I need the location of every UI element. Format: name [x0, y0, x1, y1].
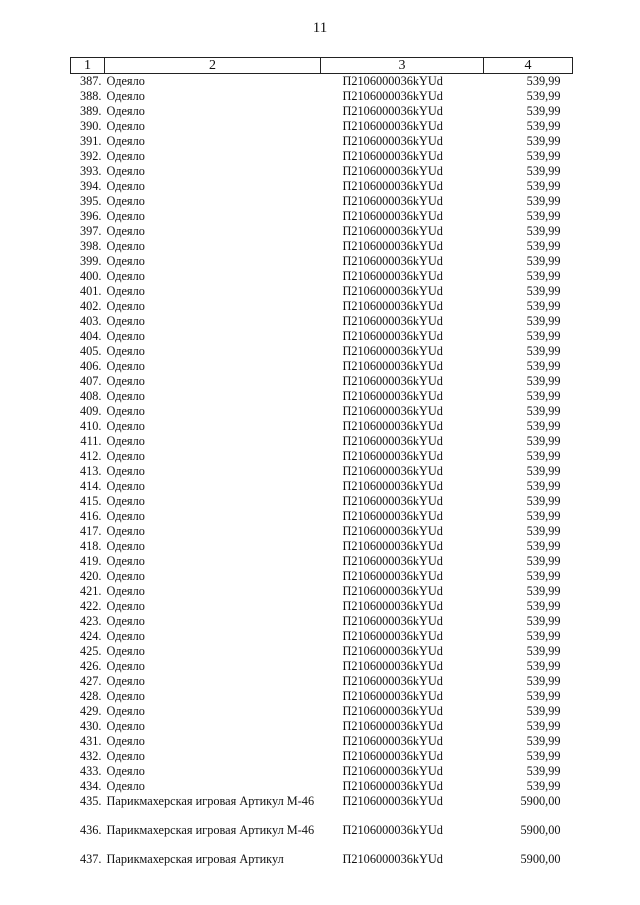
item-price: 539,99 — [526, 404, 561, 418]
row-number: 433. — [79, 764, 102, 778]
item-name: Одеяло — [106, 494, 145, 508]
item-code: П2106000036kYUd — [342, 509, 443, 523]
table-row — [71, 419, 573, 434]
item-name: Одеяло — [106, 314, 145, 328]
item-price: 539,99 — [526, 419, 561, 433]
row-number: 393. — [79, 164, 102, 178]
table-row — [71, 119, 573, 134]
row-number: 429. — [79, 704, 102, 718]
column-header-3: 3 — [321, 58, 484, 74]
item-price: 539,99 — [526, 749, 561, 763]
item-name: Одеяло — [106, 524, 145, 538]
item-price: 539,99 — [526, 194, 561, 208]
item-code: П2106000036kYUd — [342, 134, 443, 148]
item-price: 539,99 — [526, 389, 561, 403]
item-price: 539,99 — [526, 359, 561, 373]
item-code: П2106000036kYUd — [342, 644, 443, 658]
item-price: 539,99 — [526, 779, 561, 793]
row-number: 436. — [79, 823, 102, 837]
item-name: Одеяло — [106, 554, 145, 568]
item-code: П2106000036kYUd — [342, 674, 443, 688]
table-row — [71, 434, 573, 449]
item-name: Одеяло — [106, 764, 145, 778]
row-number: 387. — [79, 74, 102, 88]
item-code: П2106000036kYUd — [342, 104, 443, 118]
table-row — [71, 614, 573, 629]
item-code: П2106000036kYUd — [342, 614, 443, 628]
table-row — [71, 734, 573, 749]
item-code: П2106000036kYUd — [342, 719, 443, 733]
row-number: 409. — [79, 404, 102, 418]
table-row — [71, 359, 573, 374]
item-name: Одеяло — [106, 674, 145, 688]
row-number: 434. — [79, 779, 102, 793]
table-row — [71, 239, 573, 254]
item-name: Парикмахерская игровая Артикул — [106, 852, 284, 866]
item-price: 539,99 — [526, 284, 561, 298]
row-number: 423. — [79, 614, 102, 628]
table-body — [71, 74, 573, 873]
item-price: 539,99 — [526, 314, 561, 328]
item-price: 539,99 — [526, 689, 561, 703]
table-row — [71, 599, 573, 614]
item-code: П2106000036kYUd — [342, 539, 443, 553]
table-row — [71, 254, 573, 269]
item-name: Одеяло — [106, 224, 145, 238]
item-name: Одеяло — [106, 149, 145, 163]
item-price: 539,99 — [526, 149, 561, 163]
item-code: П2106000036kYUd — [342, 779, 443, 793]
item-code: П2106000036kYUd — [342, 269, 443, 283]
table-row — [71, 779, 573, 794]
table-row — [71, 524, 573, 539]
item-price: 539,99 — [526, 269, 561, 283]
item-price: 539,99 — [526, 449, 561, 463]
item-name: Одеяло — [106, 659, 145, 673]
item-code: П2106000036kYUd — [342, 389, 443, 403]
inventory-table — [70, 57, 573, 872]
table-row — [71, 164, 573, 179]
item-price: 539,99 — [526, 89, 561, 103]
table-row — [71, 104, 573, 119]
row-number: 426. — [79, 659, 102, 673]
item-price: 539,99 — [526, 554, 561, 568]
item-code: П2106000036kYUd — [342, 749, 443, 763]
item-name: Одеяло — [106, 749, 145, 763]
item-name: Одеяло — [106, 539, 145, 553]
item-name: Одеяло — [106, 299, 145, 313]
table-row — [71, 554, 573, 569]
row-number: 428. — [79, 689, 102, 703]
item-name: Одеяло — [106, 89, 145, 103]
item-price: 5900,00 — [520, 794, 561, 808]
row-number: 404. — [79, 329, 102, 343]
item-name: Одеяло — [106, 599, 145, 613]
item-name: Одеяло — [106, 644, 145, 658]
table-row — [71, 794, 573, 823]
item-price: 539,99 — [526, 74, 561, 88]
item-code: П2106000036kYUd — [342, 194, 443, 208]
table-row — [71, 194, 573, 209]
item-code: П2106000036kYUd — [342, 852, 443, 866]
table-row — [71, 329, 573, 344]
table-row — [71, 449, 573, 464]
item-price: 539,99 — [526, 494, 561, 508]
table-row — [71, 509, 573, 524]
item-name: Одеяло — [106, 779, 145, 793]
item-price: 539,99 — [526, 704, 561, 718]
item-code: П2106000036kYUd — [342, 299, 443, 313]
item-code: П2106000036kYUd — [342, 524, 443, 538]
item-name: Одеяло — [106, 584, 145, 598]
table-row — [71, 299, 573, 314]
row-number: 400. — [79, 269, 102, 283]
row-number: 402. — [79, 299, 102, 313]
item-code: П2106000036kYUd — [342, 239, 443, 253]
table-row — [71, 494, 573, 509]
column-header-2: 2 — [105, 58, 321, 74]
row-number: 401. — [79, 284, 102, 298]
row-number: 418. — [79, 539, 102, 553]
row-number: 415. — [79, 494, 102, 508]
item-price: 539,99 — [526, 104, 561, 118]
item-code: П2106000036kYUd — [342, 149, 443, 163]
row-number: 408. — [79, 389, 102, 403]
row-number: 398. — [79, 239, 102, 253]
item-code: П2106000036kYUd — [342, 179, 443, 193]
item-code: П2106000036kYUd — [342, 419, 443, 433]
row-number: 420. — [79, 569, 102, 583]
row-number: 413. — [79, 464, 102, 478]
item-price: 5900,00 — [520, 823, 561, 837]
table-row — [71, 464, 573, 479]
item-name: Одеяло — [106, 269, 145, 283]
item-code: П2106000036kYUd — [342, 599, 443, 613]
item-price: 539,99 — [526, 734, 561, 748]
item-price: 539,99 — [526, 164, 561, 178]
table-row — [71, 149, 573, 164]
item-name: Одеяло — [106, 734, 145, 748]
item-price: 539,99 — [526, 119, 561, 133]
item-price: 539,99 — [526, 614, 561, 628]
row-number: 435. — [79, 794, 102, 808]
item-code: П2106000036kYUd — [342, 569, 443, 583]
table-row — [71, 659, 573, 674]
row-number: 397. — [79, 224, 102, 238]
item-code: П2106000036kYUd — [342, 494, 443, 508]
table-row — [71, 644, 573, 659]
item-name: Одеяло — [106, 689, 145, 703]
item-price: 539,99 — [526, 674, 561, 688]
table-row — [71, 404, 573, 419]
table-row — [71, 479, 573, 494]
row-number: 389. — [79, 104, 102, 118]
table-row — [71, 539, 573, 554]
item-price: 539,99 — [526, 719, 561, 733]
item-code: П2106000036kYUd — [342, 823, 443, 837]
row-number: 427. — [79, 674, 102, 688]
item-name: Одеяло — [106, 344, 145, 358]
row-number: 391. — [79, 134, 102, 148]
item-name: Одеяло — [106, 704, 145, 718]
item-code: П2106000036kYUd — [342, 74, 443, 88]
row-number: 437. — [79, 852, 102, 866]
item-code: П2106000036kYUd — [342, 164, 443, 178]
item-code: П2106000036kYUd — [342, 794, 443, 808]
row-number: 419. — [79, 554, 102, 568]
table-row — [71, 89, 573, 104]
item-code: П2106000036kYUd — [342, 449, 443, 463]
row-number: 390. — [79, 119, 102, 133]
table-row — [71, 629, 573, 644]
item-price: 539,99 — [526, 764, 561, 778]
row-number: 421. — [79, 584, 102, 598]
row-number: 388. — [79, 89, 102, 103]
item-code: П2106000036kYUd — [342, 374, 443, 388]
table-row — [71, 823, 573, 852]
table-row — [71, 224, 573, 239]
item-price: 539,99 — [526, 344, 561, 358]
item-price: 539,99 — [526, 239, 561, 253]
row-number: 396. — [79, 209, 102, 223]
item-price: 539,99 — [526, 569, 561, 583]
item-name: Одеяло — [106, 509, 145, 523]
item-name: Одеяло — [106, 239, 145, 253]
item-name: Одеяло — [106, 464, 145, 478]
item-code: П2106000036kYUd — [342, 359, 443, 373]
item-name: Одеяло — [106, 74, 145, 88]
item-code: П2106000036kYUd — [342, 119, 443, 133]
item-code: П2106000036kYUd — [342, 434, 443, 448]
item-code: П2106000036kYUd — [342, 689, 443, 703]
item-name: Одеяло — [106, 479, 145, 493]
item-name: Одеяло — [106, 449, 145, 463]
item-name: Одеяло — [106, 194, 145, 208]
item-name: Одеяло — [106, 614, 145, 628]
item-code: П2106000036kYUd — [342, 209, 443, 223]
item-code: П2106000036kYUd — [342, 314, 443, 328]
table-row — [71, 749, 573, 764]
item-code: П2106000036kYUd — [342, 404, 443, 418]
row-number: 406. — [79, 359, 102, 373]
row-number: 411. — [80, 434, 102, 448]
row-number: 432. — [79, 749, 102, 763]
row-number: 422. — [79, 599, 102, 613]
item-code: П2106000036kYUd — [342, 629, 443, 643]
row-number: 424. — [79, 629, 102, 643]
page-number: 11 — [312, 20, 328, 36]
table-row — [71, 134, 573, 149]
row-number: 405. — [79, 344, 102, 358]
item-price: 539,99 — [526, 434, 561, 448]
item-price: 539,99 — [526, 374, 561, 388]
item-price: 539,99 — [526, 299, 561, 313]
table-row — [71, 374, 573, 389]
row-number: 392. — [79, 149, 102, 163]
item-code: П2106000036kYUd — [342, 704, 443, 718]
table-row — [71, 689, 573, 704]
item-name: Парикмахерская игровая Артикул М-46 — [106, 823, 315, 837]
item-code: П2106000036kYUd — [342, 479, 443, 493]
item-code: П2106000036kYUd — [342, 659, 443, 673]
row-number: 394. — [79, 179, 102, 193]
row-number: 414. — [79, 479, 102, 493]
row-number: 407. — [79, 374, 102, 388]
item-name: Одеяло — [106, 179, 145, 193]
item-price: 539,99 — [526, 464, 561, 478]
item-name: Одеяло — [106, 719, 145, 733]
item-code: П2106000036kYUd — [342, 764, 443, 778]
item-code: П2106000036kYUd — [342, 584, 443, 598]
item-name: Одеяло — [106, 434, 145, 448]
item-name: Одеяло — [106, 119, 145, 133]
table-row — [71, 569, 573, 584]
table-row — [71, 74, 573, 90]
table-row — [71, 852, 573, 872]
table-row — [71, 719, 573, 734]
item-price: 539,99 — [526, 179, 561, 193]
item-price: 539,99 — [526, 599, 561, 613]
item-name: Одеяло — [106, 104, 145, 118]
column-header-4: 4 — [484, 58, 573, 74]
item-price: 539,99 — [526, 254, 561, 268]
table-row — [71, 764, 573, 779]
table-row — [71, 269, 573, 284]
table-row — [71, 674, 573, 689]
item-name: Одеяло — [106, 164, 145, 178]
row-number: 417. — [79, 524, 102, 538]
row-number: 416. — [79, 509, 102, 523]
item-code: П2106000036kYUd — [342, 329, 443, 343]
table-row — [71, 179, 573, 194]
item-price: 539,99 — [526, 479, 561, 493]
item-name: Одеяло — [106, 284, 145, 298]
row-number: 431. — [79, 734, 102, 748]
item-price: 539,99 — [526, 509, 561, 523]
item-price: 539,99 — [526, 524, 561, 538]
item-price: 539,99 — [526, 329, 561, 343]
item-name: Одеяло — [106, 359, 145, 373]
table-row — [71, 284, 573, 299]
item-code: П2106000036kYUd — [342, 464, 443, 478]
row-number: 430. — [79, 719, 102, 733]
item-price: 539,99 — [526, 644, 561, 658]
item-price: 539,99 — [526, 539, 561, 553]
table-row — [71, 704, 573, 719]
item-code: П2106000036kYUd — [342, 344, 443, 358]
table-row — [71, 344, 573, 359]
item-name: Одеяло — [106, 569, 145, 583]
item-name: Парикмахерская игровая Артикул М-46 — [106, 794, 315, 808]
table-row — [71, 584, 573, 599]
row-number: 425. — [79, 644, 102, 658]
column-header-1: 1 — [71, 58, 105, 74]
row-number: 410. — [79, 419, 102, 433]
item-price: 539,99 — [526, 209, 561, 223]
item-price: 539,99 — [526, 224, 561, 238]
item-price: 539,99 — [526, 134, 561, 148]
item-name: Одеяло — [106, 329, 145, 343]
item-code: П2106000036kYUd — [342, 734, 443, 748]
item-name: Одеяло — [106, 134, 145, 148]
item-code: П2106000036kYUd — [342, 89, 443, 103]
item-name: Одеяло — [106, 254, 145, 268]
row-number: 399. — [79, 254, 102, 268]
item-code: П2106000036kYUd — [342, 284, 443, 298]
item-price: 5900,00 — [520, 852, 561, 866]
table-row — [71, 209, 573, 224]
item-price: 539,99 — [526, 584, 561, 598]
table-row — [71, 389, 573, 404]
table-row — [71, 314, 573, 329]
item-name: Одеяло — [106, 419, 145, 433]
row-number: 412. — [79, 449, 102, 463]
row-number: 395. — [79, 194, 102, 208]
item-price: 539,99 — [526, 629, 561, 643]
item-name: Одеяло — [106, 374, 145, 388]
row-number: 403. — [79, 314, 102, 328]
table-header-row — [71, 58, 573, 74]
item-price: 539,99 — [526, 659, 561, 673]
item-code: П2106000036kYUd — [342, 254, 443, 268]
item-name: Одеяло — [106, 404, 145, 418]
item-name: Одеяло — [106, 389, 145, 403]
item-code: П2106000036kYUd — [342, 224, 443, 238]
item-name: Одеяло — [106, 209, 145, 223]
item-code: П2106000036kYUd — [342, 554, 443, 568]
item-name: Одеяло — [106, 629, 145, 643]
